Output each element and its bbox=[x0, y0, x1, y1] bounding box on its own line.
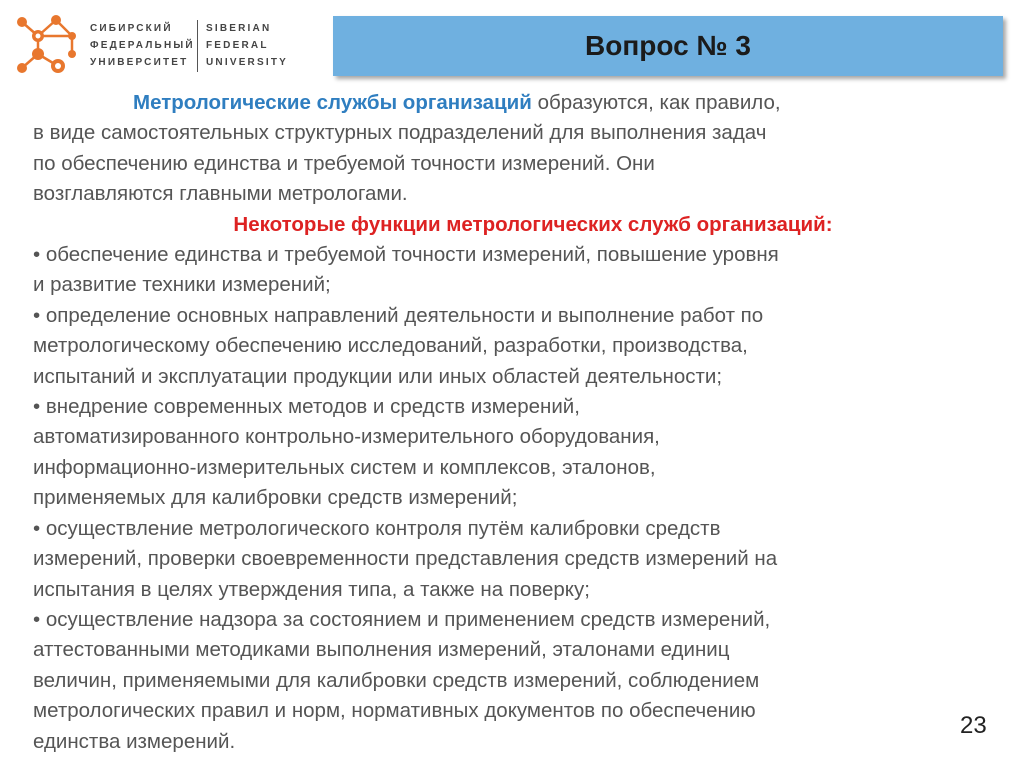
bullet-line: метрологическому обеспечению исследований, разработки, производства, bbox=[33, 334, 748, 358]
bullet-line: испытания в целях утверждения типа, а также на поверку; bbox=[33, 577, 590, 601]
slide-title: Вопрос № 3 bbox=[585, 30, 751, 61]
intro-line: в виде самостоятельных структурных подразделений для выполнения задач bbox=[33, 121, 767, 145]
bullet-line: величин, применяемыми для калибровки средств измерений, соблюдением bbox=[33, 668, 760, 692]
intro-line: по обеспечению единства и требуемой точности измерений. Они bbox=[33, 151, 655, 175]
logo-divider bbox=[197, 20, 198, 72]
bullet-line: единства измерений. bbox=[33, 729, 236, 753]
bullet-line: аттестованными методиками выполнения измерений, эталонами единиц bbox=[33, 638, 730, 662]
bullet-line: автоматизированного контрольно-измерительного оборудования, bbox=[33, 425, 660, 449]
intro-line-1-rest: образуются, как правило, bbox=[531, 91, 781, 114]
bullet-line: измерений, проверки своевременности представления средств измерений на bbox=[33, 547, 778, 571]
bullet-item bbox=[33, 605, 993, 757]
bullet-line: • осуществление метрологического контроля путём калибровки средств bbox=[33, 516, 721, 540]
intro-line: возглавляются главными метрологами. bbox=[33, 182, 408, 206]
bullet-line: • определение основных направлений деятельности и выполнение работ по bbox=[33, 303, 764, 327]
logo-text-ru: СИБИРСКИЙ ФЕДЕРАЛЬНЫЙ УНИВЕРСИТЕТ bbox=[90, 23, 195, 68]
bullet-item bbox=[33, 240, 993, 301]
university-logo bbox=[10, 8, 300, 86]
page-number: 23 bbox=[960, 712, 987, 739]
functions-heading: Некоторые функции метрологических служб организаций: bbox=[233, 212, 833, 236]
intro-highlight: Метрологические службы организаций bbox=[133, 91, 532, 114]
bullet-line: и развитие техники измерений; bbox=[33, 273, 331, 297]
bullet-line: • осуществление надзора за состоянием и применением средств измерений, bbox=[33, 607, 771, 631]
logo-text-en: SIBERIAN FEDERAL UNIVERSITY bbox=[206, 23, 289, 68]
bullet-line: испытаний и эксплуатации продукции или иных областей деятельности; bbox=[33, 364, 723, 388]
bullet-line: информационно-измерительных систем и комплексов, эталонов, bbox=[33, 455, 656, 479]
bullet-line: • обеспечение единства и требуемой точности измерений, повышение уровня bbox=[33, 243, 779, 267]
bullet-item bbox=[33, 392, 993, 514]
bullet-item bbox=[33, 514, 993, 605]
bullet-line: метрологических правил и норм, нормативных документов по обеспечению bbox=[33, 699, 756, 723]
slide-body bbox=[33, 88, 993, 757]
bullet-line: • внедрение современных методов и средств измерений, bbox=[33, 395, 580, 419]
title-banner bbox=[333, 16, 1003, 76]
intro-line-1 bbox=[33, 88, 993, 118]
bullet-line: применяемых для калибровки средств измерений; bbox=[33, 486, 518, 510]
molecule-logo-icon bbox=[10, 8, 82, 80]
bullet-item bbox=[33, 301, 993, 392]
